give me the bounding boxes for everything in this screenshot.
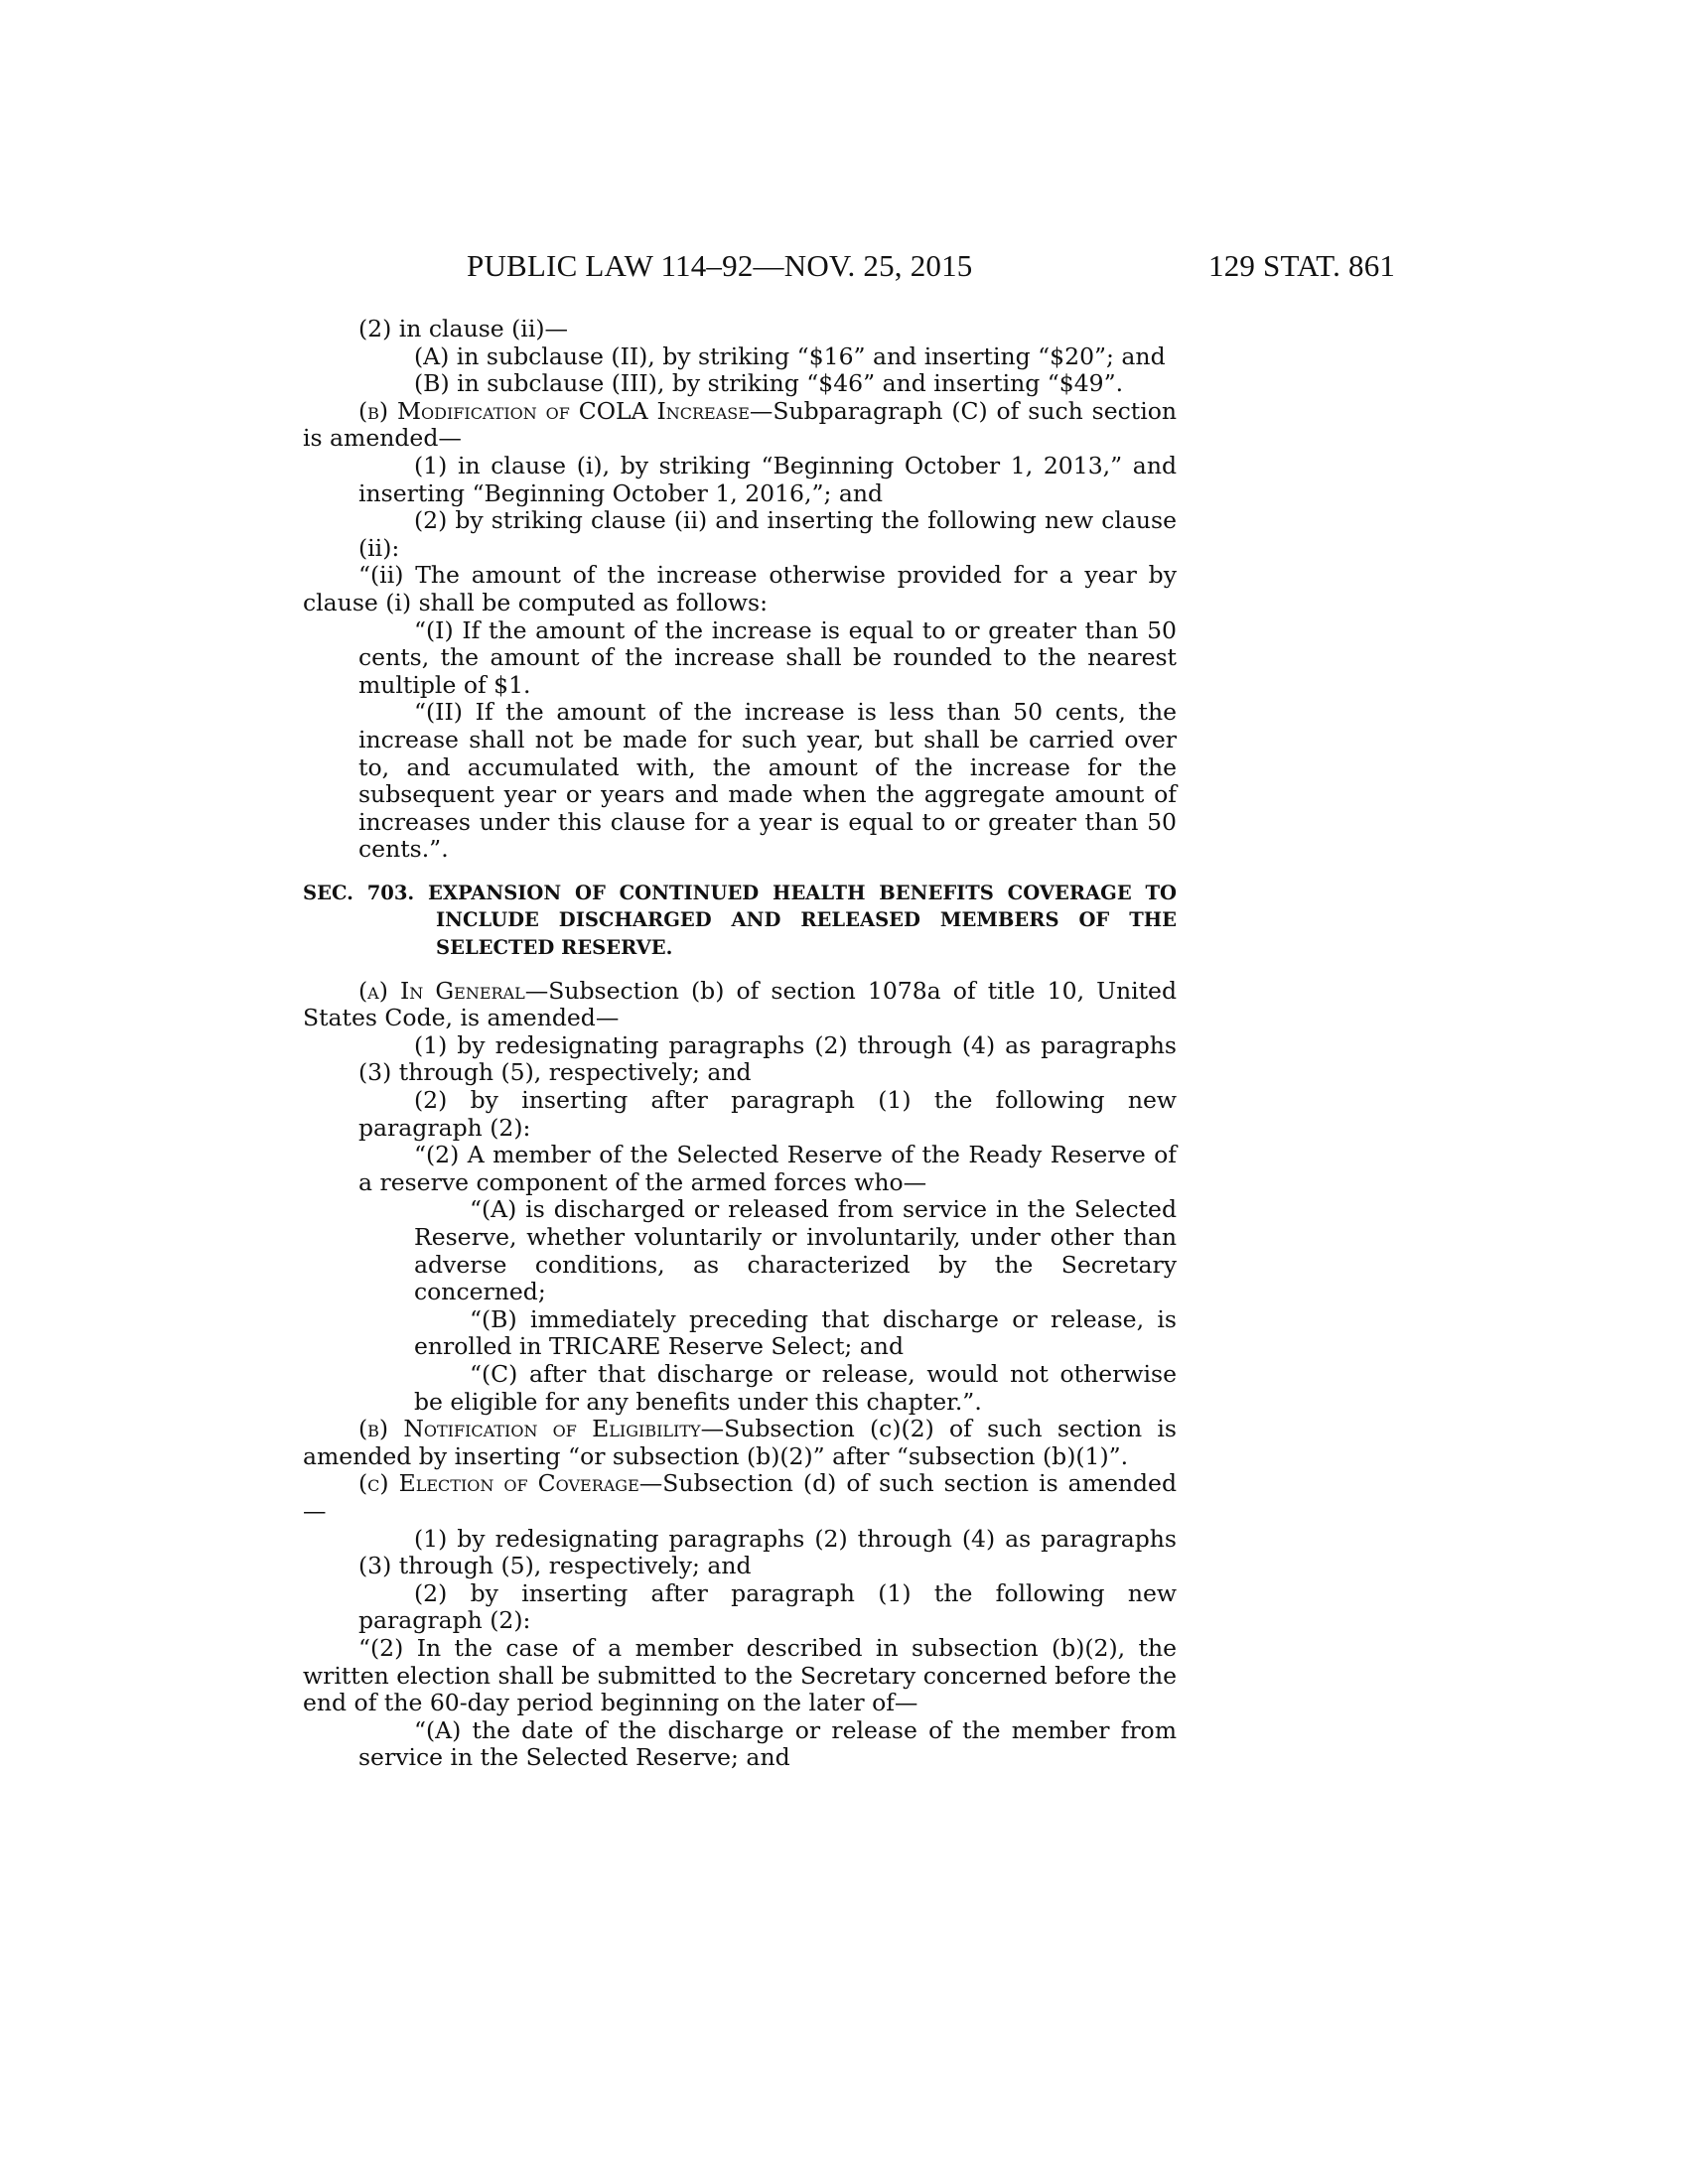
paragraph-text: “(B) immediately preceding that discharge or release, is enrolled in TRICARE Reserve Select; and	[414, 1304, 1177, 1361]
paragraph	[303, 1580, 1177, 1635]
paragraph-text: (B) in subclause (III), by striking “$46” and inserting “$49”.	[414, 369, 1124, 398]
subsection-heading: (b) Notification of Eligibility	[358, 1415, 701, 1443]
paragraph	[303, 1470, 1177, 1525]
paragraph-text: “(2) In the case of a member described in subsection (b)(2), the written election shall be submitted to the Secretary concerned before the end of the 60-day period beginning on the later of—	[303, 1633, 1177, 1717]
paragraph	[303, 562, 1177, 616]
paragraph	[303, 1196, 1177, 1305]
paragraph-text: “(II) If the amount of the increase is less than 50 cents, the increase shall not be made for such year, but shall be carried over to, and accumulated with, the amount of the increase for the subsequent year or years and made when the aggregate amount of increases under this clause for a year is equal to or greater than 50 cents.”.	[358, 698, 1177, 864]
paragraph	[303, 617, 1177, 700]
paragraph-text: “(C) after that discharge or release, would not otherwise be eligible for any benefits under this chapter.”.	[414, 1359, 1177, 1416]
paragraph-text: “(ii) The amount of the increase otherwise provided for a year by clause (i) shall be computed as follows:	[303, 561, 1177, 616]
paragraph	[303, 343, 1177, 371]
paragraph	[303, 1526, 1177, 1580]
paragraph-text: (1) by redesignating paragraphs (2) through (4) as paragraphs (3) through (5), respectively; and	[358, 1524, 1177, 1580]
section-heading	[303, 880, 1177, 962]
paragraph-text: SEC. 703. EXPANSION OF CONTINUED HEALTH BENEFITS COVERAGE TO INCLUDE DISCHARGED AND RELEASED MEMBERS OF THE SELECTED RESERVE.	[303, 881, 1177, 960]
paragraph	[303, 507, 1177, 562]
paragraph-text: (2) by inserting after paragraph (1) the following new paragraph (2):	[358, 1086, 1177, 1142]
paragraph-text: “(A) is discharged or released from service in the Selected Reserve, whether voluntarily or involuntarily, under other than adverse conditions, as characterized by the Secretary concerned;	[414, 1195, 1177, 1306]
paragraph	[303, 699, 1177, 864]
paragraph-text: (1) by redesignating paragraphs (2) through (4) as paragraphs (3) through (5), respectively; and	[358, 1030, 1177, 1087]
subsection-heading: (b) Modification of COLA Increase	[358, 396, 750, 425]
paragraph-text: “(I) If the amount of the increase is equal to or greater than 50 cents, the amount of the increase shall be rounded to the nearest multiple of $1.	[358, 615, 1177, 699]
paragraph-text: —Subsection (c)(2) of such section is amended by inserting “or subsection (b)(2)” after “subsection (b)(1)”.	[303, 1415, 1177, 1470]
paragraph	[303, 398, 1177, 453]
paragraph-text: —Subsection (d) of such section is amended—	[303, 1469, 1177, 1525]
paragraph	[303, 1032, 1177, 1087]
paragraph	[303, 453, 1177, 507]
subsection-heading: (a) In General	[358, 976, 525, 1005]
paragraph-text: (2) by inserting after paragraph (1) the following new paragraph (2):	[358, 1578, 1177, 1635]
page-number: 129 STAT. 861	[1208, 248, 1396, 283]
paragraph-text: —Subsection (b) of section 1078a of title 10, United States Code, is amended—	[303, 976, 1177, 1032]
paragraph-text: —Subparagraph (C) of such section is amended—	[303, 396, 1178, 453]
document-body	[303, 316, 1177, 1772]
paragraph-text: “(A) the date of the discharge or release of the member from service in the Selected Reserve; and	[358, 1715, 1177, 1772]
paragraph	[303, 1306, 1177, 1361]
paragraph	[303, 1142, 1177, 1196]
paragraph	[303, 1087, 1177, 1142]
paragraph	[303, 1635, 1177, 1717]
paragraph	[303, 1361, 1177, 1416]
subsection-heading: (c) Election of Coverage	[358, 1469, 639, 1498]
paragraph-text: (2) by striking clause (ii) and inserting the following new clause (ii):	[358, 506, 1177, 562]
paragraph-text: “(2) A member of the Selected Reserve of the Ready Reserve of a reserve component of the armed forces who—	[358, 1141, 1177, 1196]
paragraph	[303, 978, 1177, 1032]
paragraph	[303, 1717, 1177, 1772]
paragraph	[303, 1416, 1177, 1470]
paragraph-text: (2) in clause (ii)—	[358, 315, 569, 342]
paragraph	[303, 316, 1177, 343]
paragraph-text: (1) in clause (i), by striking “Beginning October 1, 2013,” and inserting “Beginning October 1, 2016,”; and	[358, 451, 1177, 507]
running-header-title: PUBLIC LAW 114–92—NOV. 25, 2015	[467, 248, 973, 283]
paragraph-text: (A) in subclause (II), by striking “$16” and inserting “$20”; and	[414, 341, 1166, 370]
paragraph	[303, 370, 1177, 398]
